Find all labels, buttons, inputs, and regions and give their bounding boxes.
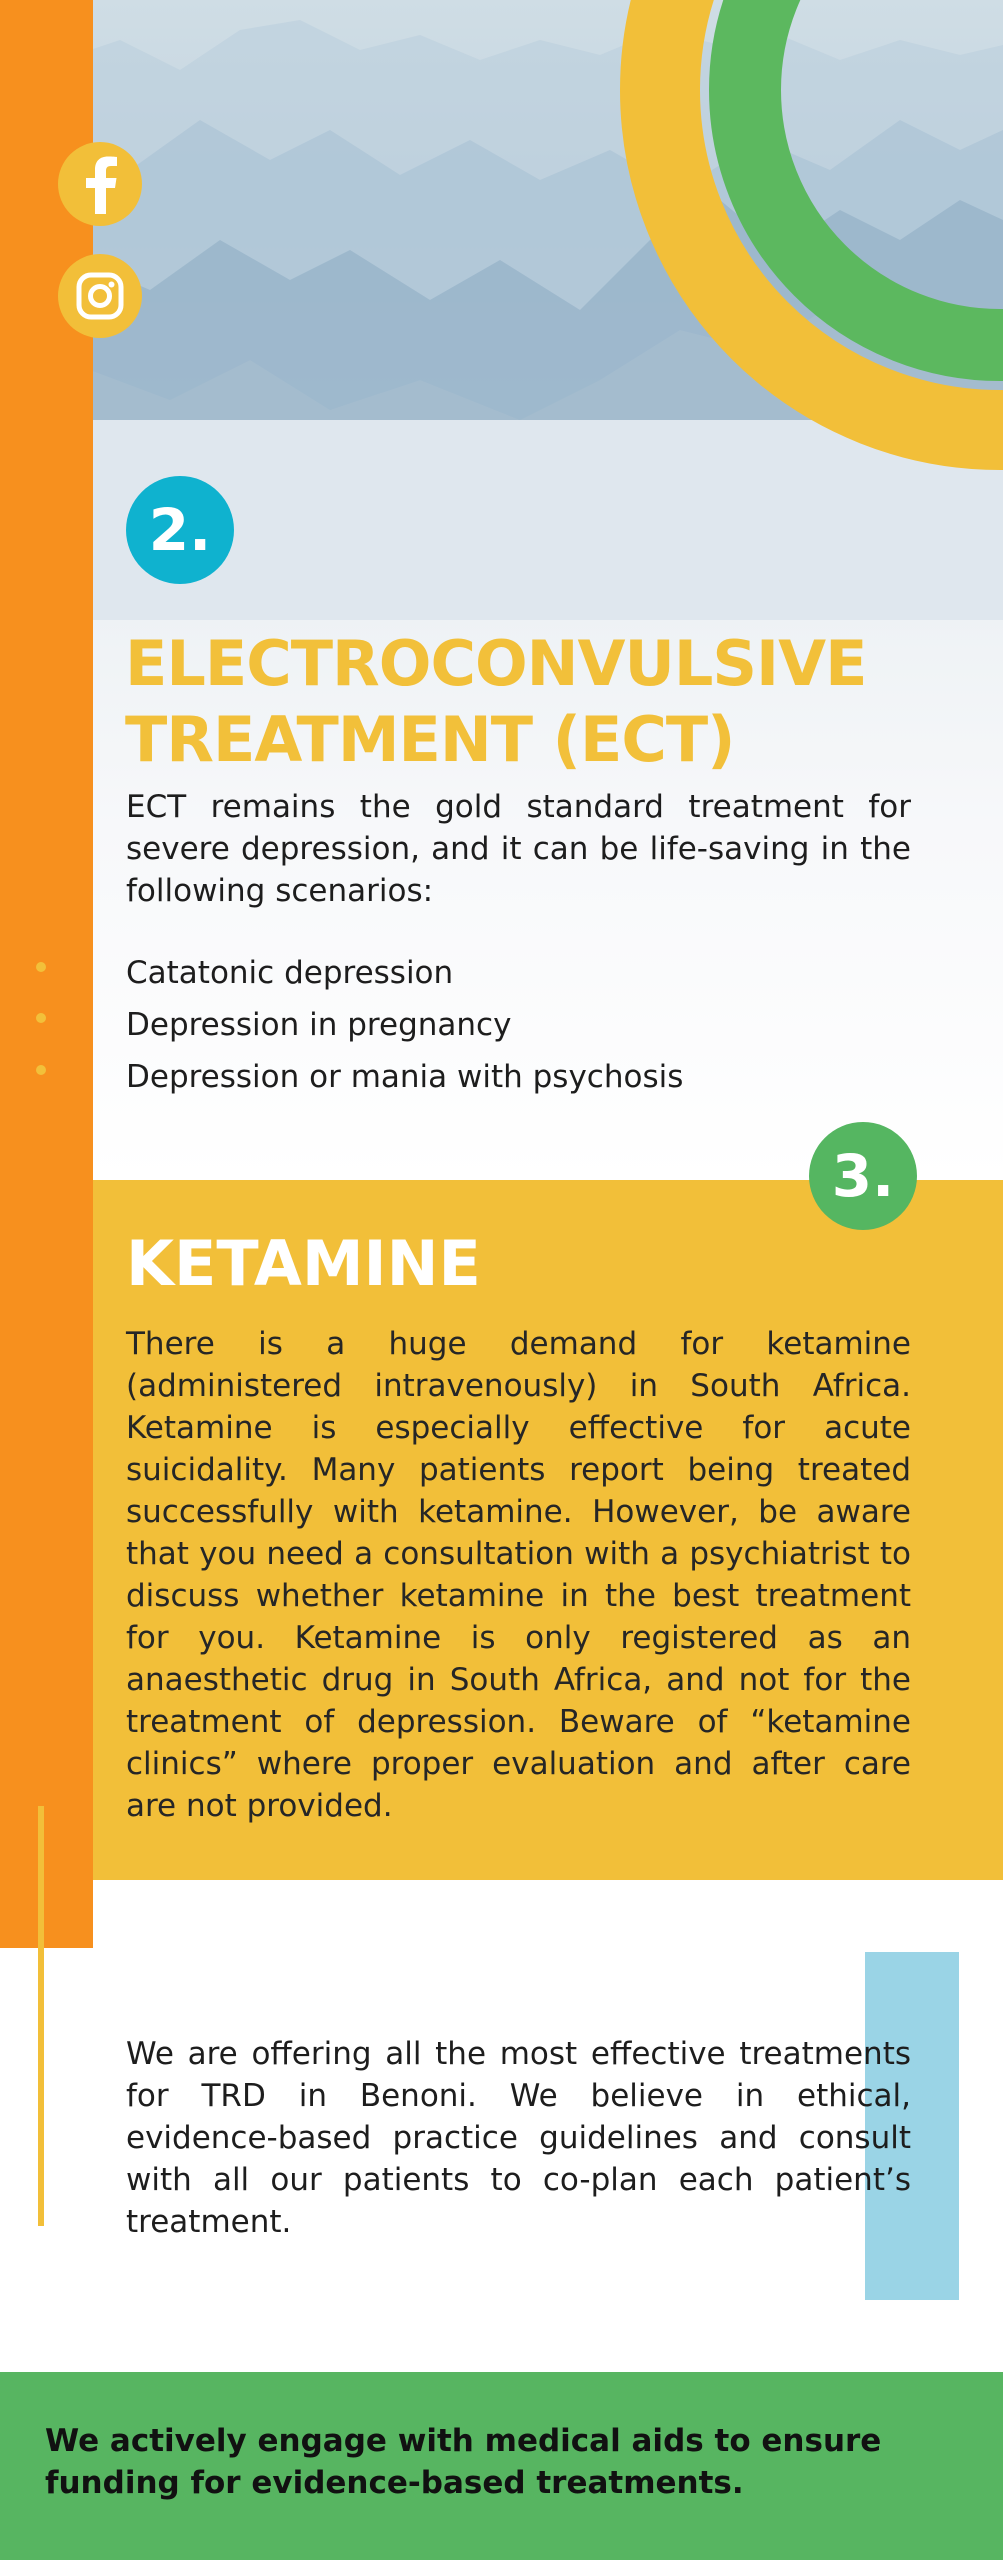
instagram-icon [75,271,125,321]
list-item: Catatonic depression [126,955,454,991]
list-item: Depression in pregnancy [126,1007,512,1043]
offer-text: We are offering all the most effective treatments for TRD in Benoni. We believe in ethical, evidence-based practice guidelines and consult with all our patients to co-plan each patient’s treatment. [126,2036,911,2240]
list-item: Depression or mania with psychosis [126,1059,684,1095]
ketamine-body-text: There is a huge demand for ketamine (administered intravenously) in South Africa. Ketamine is especially effective for acute suicidality. Many patients report being treated successfully with ketamine. However, be aware that you need a consultation with a psychiatrist to discuss whether ketamine in the best treatment for you. Ketamine is only registered as an anaesthetic drug in South Africa, and not for the treatment of depression. Beware of “ketamine clinics” where proper evaluation and after care are not provided. [126,1326,911,1824]
bullet-dot [36,1013,46,1023]
footer-text: We actively engage with medical aids to ensure funding for evidence-based treatments. [45,2423,882,2501]
accent-line [38,1806,44,2226]
facebook-button[interactable] [58,142,142,226]
ect-heading-line2: TREATMENT (ECT) [125,703,735,776]
bullet-dot [36,962,46,972]
green-ring [745,0,1003,345]
ect-scenario-list [126,947,906,1103]
ect-intro-text: ECT remains the gold standard treatment for severe depression, and it can be life-saving in the following scenarios: [126,789,911,909]
instagram-button[interactable] [58,254,142,338]
section-number-badge: 2. [126,476,234,584]
ect-heading-line1: ELECTROCONVULSIVE [125,627,867,700]
section-number-badge: 3. [809,1122,917,1230]
facebook-icon [78,154,122,214]
ketamine-heading: KETAMINE [126,1227,481,1300]
bullet-dot [36,1065,46,1075]
ect-heading [125,626,945,778]
